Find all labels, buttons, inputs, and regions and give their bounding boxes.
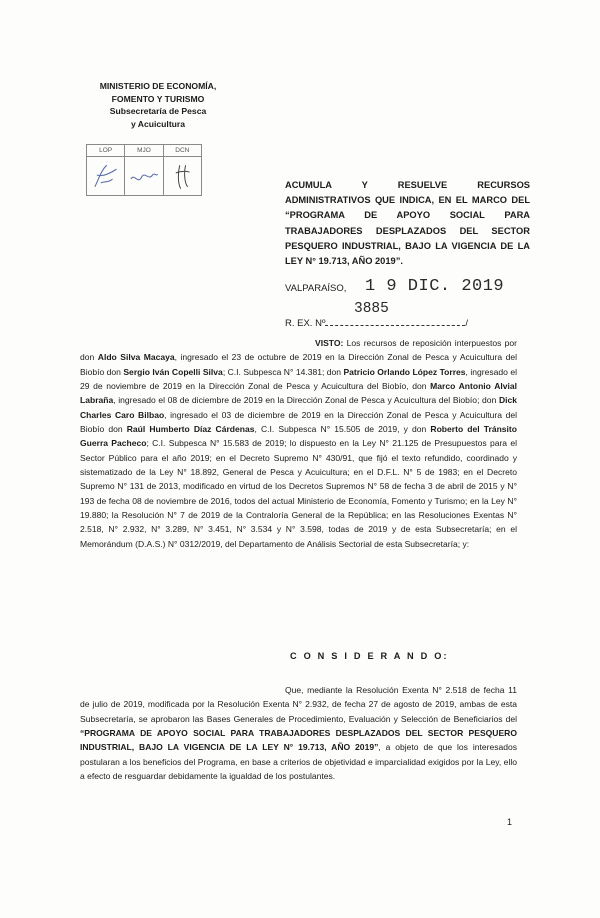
program-name: “PROGRAMA DE APOYO SOCIAL PARA TRABAJADORES DESPLAZADOS DEL SECTOR PESQUERO INDUSTRIAL, BAJO LA VIGENCIA DE LA LEY N° 19.713, AÑO 2019” — [80, 728, 517, 753]
visto-text: , ingresado el 03 de diciembre de 2019 en la Dirección Zonal de Pesca y Acuicultura del Biobío don — [80, 409, 517, 435]
ministry-header — [78, 80, 238, 130]
rex-number-stamp: 3885 — [354, 301, 389, 317]
initials-col-3: DCN — [163, 145, 201, 156]
place-label: VALPARAÍSO, — [285, 283, 347, 294]
header-line-1: MINISTERIO DE ECONOMÍA, — [99, 81, 217, 91]
visto-name: Marco Antonio Alvial Labraña — [80, 381, 517, 406]
visto-name: Patricio Orlando López Torres — [343, 366, 466, 377]
visto-text: Los recursos de reposición interpuestos por don — [80, 338, 517, 363]
resolution-number-line — [285, 316, 468, 329]
considerando-text: Que, mediante la Resolución Exenta N° 2.518 de fecha 11 de julio de 2019, modificada por la Resolución Exenta N° 2.932, de fecha 27 de agosto de 2019, ambas de esta Subsecretaría, se aprobaron las Bases Generales de Procedimiento, Evaluación y Selección de Beneficiarios del — [80, 685, 517, 724]
visto-text: , C.I. Subpesca N° 15.505 de 2019, y don — [254, 424, 431, 435]
considerando-paragraph — [80, 683, 517, 783]
visto-text: ; C.I. Subpesca N° 15.583 de 2019; lo dispuesto en la Ley N° 21.125 de Presupuestos para el Sector Público para el año 2019; en el Decreto Supremo N° 430/91, que fijó el texto refundido, coordinado y sistematizado de la Ley N° 18.892, General de Pesca y Acuicultura; en el D.F.L. N° 5 de 1983; en el Decreto Supremo N° 131 de 2013, modificado en virtud de los Decretos Supremos N° 58 de fecha 3 de abril de 2015 y N° 193 de fecha 08 de noviembre de 2016, todos del actual Ministerio de Economía, Fomento y Turismo; en la Ley N° 19.880; la Resolución N° 7 de 2019 de la Contraloría General de la República; en las Resoluciones Exentas N° 2.518, N° 2.932, N° 3.289, N° 3.451, N° 3.534 y N° 3.598, todas de 2019 y de esta Subsecretaría; en el Memorándum (D.A.S.) N° 0312/2019, del Departamento de Análisis Sectorial de esta Subsecretaría; y: — [80, 438, 517, 549]
visto-name: Dick Charles Caro Bilbao — [80, 395, 517, 420]
page-number: 1 — [507, 817, 513, 827]
rex-label: R. EX. Nº — [285, 318, 326, 329]
visto-text: , ingresado el 23 de octubre de 2019 en la Dirección Zonal de Pesca y Acuicultura del Biobío don — [80, 352, 517, 377]
visto-name: Aldo Silva Macaya — [97, 352, 175, 363]
place-line — [285, 283, 346, 294]
rex-suffix: / — [465, 318, 469, 329]
signature-2 — [124, 157, 162, 195]
visto-lead: VISTO: — [315, 338, 344, 348]
visto-text: , ingresado el 08 de diciembre de 2019 en la Dirección Zonal de Pesca y Acuicultura del Biobío; don — [113, 395, 499, 406]
initials-signatures — [87, 157, 201, 195]
visto-name: Sergio Iván Copelli Silva — [123, 366, 223, 377]
header-line-2: FOMENTO Y TURISMO — [111, 93, 205, 104]
signature-1 — [87, 157, 124, 195]
initials-box — [86, 144, 202, 196]
visto-text: ; C.I. Subpesca N° 14.381; don — [222, 366, 344, 377]
signature-1-mark — [87, 157, 124, 195]
visto-name: Raúl Humberto Díaz Cárdenas — [126, 424, 255, 435]
initials-col-1: LOP — [99, 147, 113, 154]
rex-underline — [325, 316, 465, 326]
signature-3-mark — [164, 157, 201, 195]
date-stamp: 1 9 DIC. 2019 — [365, 277, 505, 296]
visto-text: , ingresado el 29 de noviembre de 2019 en la Dirección Zonal de Pesca y Acuicultura del Biobío, don — [80, 366, 517, 392]
header-line-3: Subsecretaría de Pesca — [109, 106, 207, 116]
visto-paragraph — [80, 336, 517, 551]
resolution-title: ACUMULA Y RESUELVE RECURSOS ADMINISTRATIVOS QUE INDICA, EN EL MARCO DEL “PROGRAMA DE APOYO SOCIAL PARA TRABAJADORES DESPLAZADOS DEL SECTOR PESQUERO INDUSTRIAL, BAJO LA VIGENCIA DE LA LEY N° 19.713, AÑO 2019”. — [285, 180, 530, 267]
signature-3 — [163, 157, 201, 195]
initials-header-row — [87, 145, 201, 157]
considerando-text: , a objeto de que los interesados postularan a los beneficios del Programa, en base a criterios de objetividad e imparcialidad exigidos por la Ley, ello a efecto de resguardar debidamente la igualdad de los postulantes. — [80, 742, 518, 782]
initials-col-2: MJO — [124, 145, 162, 156]
considerando-heading: C O N S I D E R A N D O: — [290, 651, 449, 661]
header-line-4: y Acuicultura — [130, 118, 186, 129]
visto-name: Roberto del Tránsito Guerra Pacheco — [80, 424, 517, 449]
signature-2-mark — [125, 157, 162, 195]
